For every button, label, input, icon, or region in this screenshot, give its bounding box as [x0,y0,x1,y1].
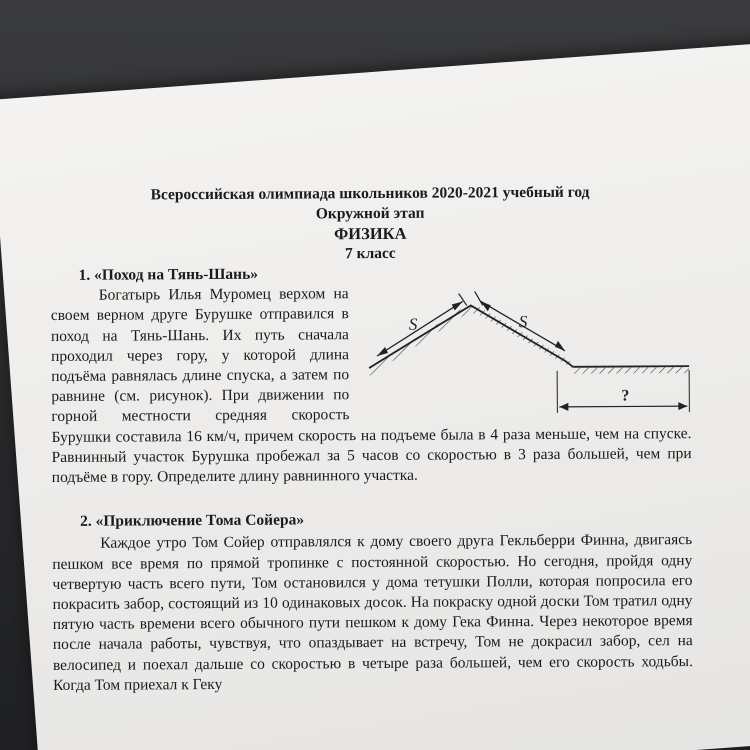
plain-dimension-line [559,406,687,407]
mountain-figure [359,282,692,422]
task2-heading: 2. «Приключение Тома Сойера» [79,511,305,531]
olympiad-title: Всероссийская олимпиада школьников 2020-2021 учебный год [150,183,590,204]
label-s-left: S [408,314,418,335]
label-s-right: S [518,312,528,332]
tick-top-right [475,292,483,306]
dim-arrow-right [678,402,687,410]
stage-title: Окружной этап [315,204,425,223]
task1-heading: 1. «Поход на Тянь-Шань» [78,265,259,284]
slope-hatching [369,305,573,376]
task1-text: Богатырь Илья Муромец верхом на своем верном друге Бурушке отправился в поход на Тянь-Шань. Их путь сначала проходил через гору, у которой длина подъёма равнялась длине спуска, а затем по равнине (см. рисунок). При движении по горной местности средняя скорость Бурушки составила 16 км/ч, причем скорость на подъеме была в 4 раза меньше, чем на спуске. Равнинный участок Бурушка пробежал за 5 часов со скоростью в 3 раза большей, чем при подъёме в гору. Определите длину равнинного участка. [50,285,692,487]
document-content [50,182,693,696]
grade-title: 7 класс [344,244,396,263]
subject-title: ФИЗИКА [334,223,407,244]
arrow-up-line [377,302,463,357]
mountain-diagram [359,282,692,422]
task1-block [51,282,692,488]
plain-hatching [573,366,689,374]
arrow-head-left [377,347,388,356]
label-unknown: ? [621,387,630,405]
dim-arrow-left [559,403,568,411]
mountain-profile [369,305,573,368]
task2-text: Каждое утро Том Сойер отправлялся к дому своего друга Гекльберри Финна, двигаясь пешком все время по прямой тропинке с постоянной скоростью. Но сегодня, пройдя одну четвертую часть всего пути, Том остановился у дома тетушки Полли, которая попросила его покрасить забор, состоящий из 10 одинаковых досок. На покраску одной доски Том тратил одну пятую часть времени всего обычного пути пешком к дому Гека Финна. Через некоторое время после начала работы, чувствуя, что опаздывает на встречу, Том не докрасил забор, сел на велосипед и поехал дальше со скоростью в четыре раза большей, чем его скорость ходьбы. Когда Том приехал к Геку [52,531,693,694]
arrow-head-right [555,341,565,351]
